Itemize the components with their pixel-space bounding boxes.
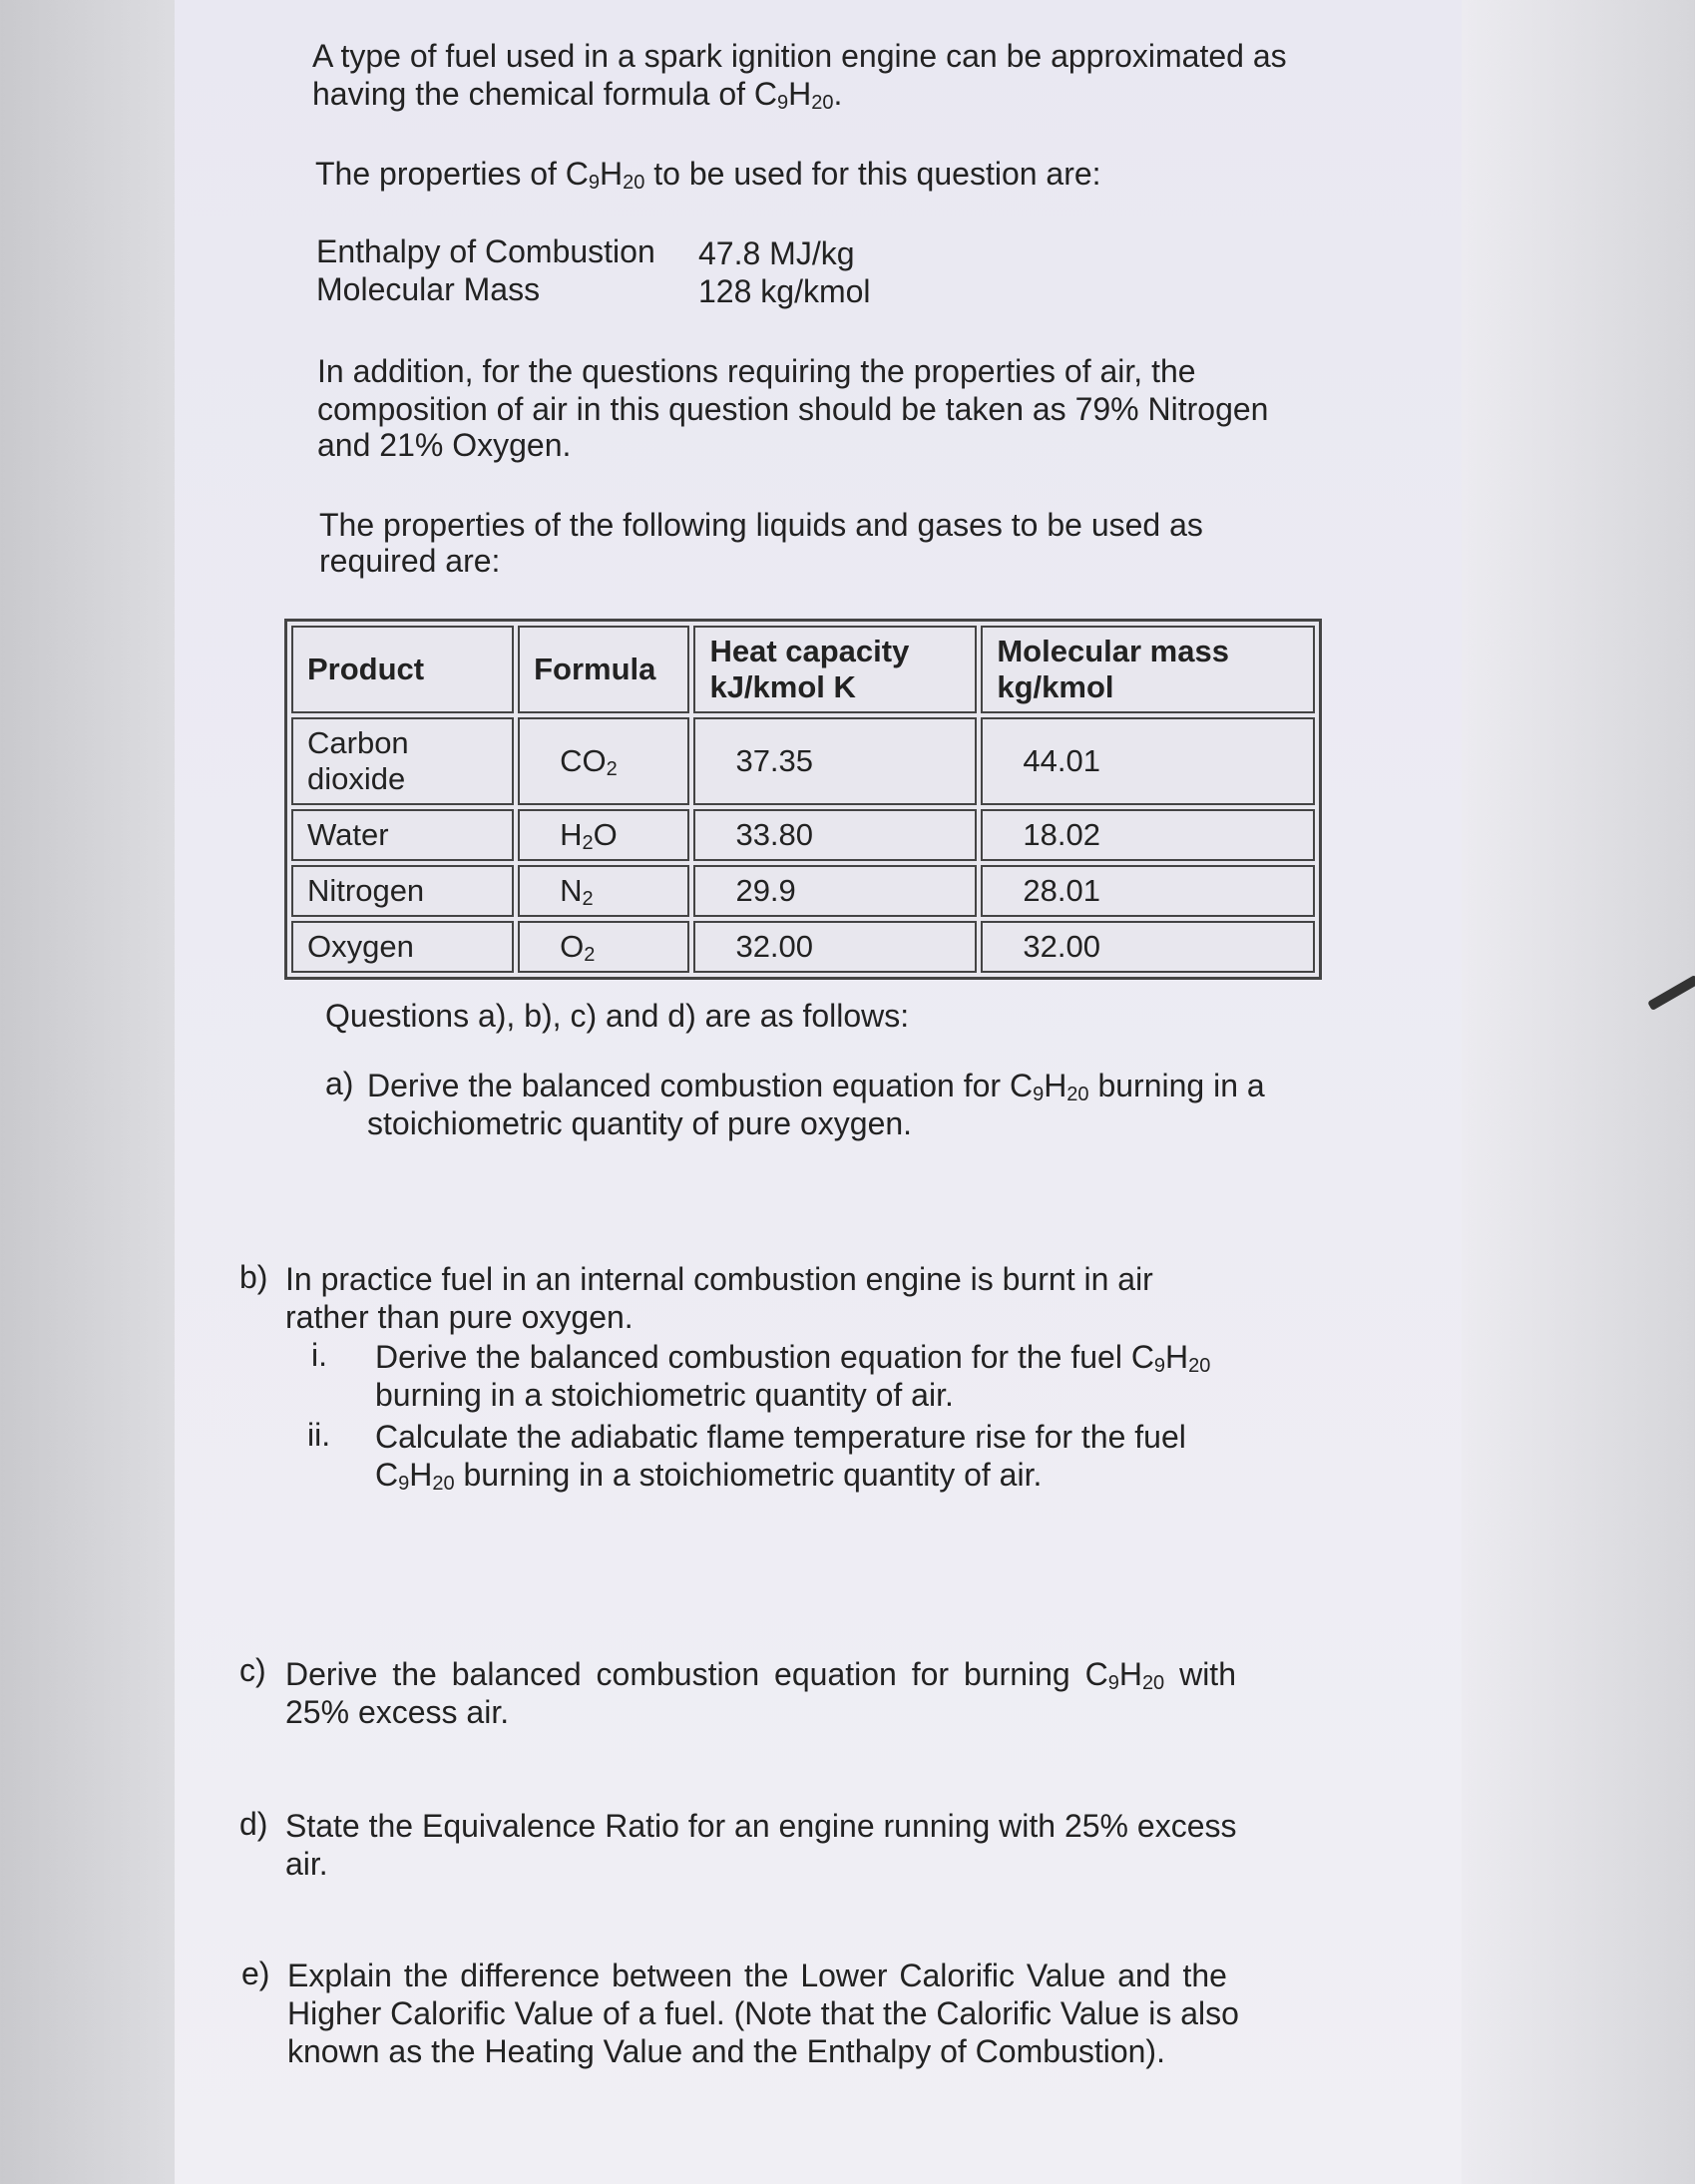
question-c-line-1: Derive the balanced combustion equation for burning $C_9H_{20}$ with xyxy=(285,1656,1236,1694)
question-b-ii-line-2: $C_9H_{20}$ burning in a stoichiometric quantity of air. xyxy=(375,1457,1043,1495)
table-row xyxy=(291,921,1315,973)
question-d-label: d) xyxy=(239,1806,268,1842)
question-a-label: a) xyxy=(325,1066,354,1101)
questions-intro: Questions a), b), c) and d) are as follows: xyxy=(325,998,910,1034)
cell-formula: $CO_2$ xyxy=(518,717,689,805)
air-line-3: and 21% Oxygen. xyxy=(317,427,572,463)
header-product: Product xyxy=(291,626,514,713)
question-e-line-1: Explain the difference between the Lower Calorific Value and the xyxy=(287,1958,1227,1993)
question-b-line-1: In practice fuel in an internal combustion engine is burnt in air xyxy=(285,1261,1153,1297)
molecular-mass-value: 128 kg/kmol xyxy=(698,273,871,309)
header-molecular-mass: Molecular mass kg/kmol xyxy=(981,626,1315,713)
question-b-label: b) xyxy=(239,1259,268,1295)
cell-formula: $N_2$ xyxy=(518,865,689,917)
table-row xyxy=(291,717,1315,805)
intro-line-1: A type of fuel used in a spark ignition engine can be approximated as xyxy=(312,38,1287,74)
properties-table xyxy=(284,619,1322,980)
question-d-line-2: air. xyxy=(285,1846,328,1882)
header-formula: Formula xyxy=(518,626,689,713)
question-e-line-2: Higher Calorific Value of a fuel. (Note that the Calorific Value is also xyxy=(287,1995,1239,2031)
question-e-line-3: known as the Heating Value and the Enthalpy of Combustion). xyxy=(287,2033,1165,2069)
question-d-line-1: State the Equivalence Ratio for an engine running with 25% excess xyxy=(285,1808,1237,1844)
intro-line-2: having the chemical formula of $C_9H_{20}$. xyxy=(312,76,843,114)
cell-mass: 18.02 xyxy=(981,809,1315,861)
air-line-1: In addition, for the questions requiring the properties of air, the xyxy=(317,353,1196,389)
cell-heat: 37.35 xyxy=(693,717,977,805)
cell-product: Oxygen xyxy=(291,921,514,973)
cell-product: Carbon dioxide xyxy=(291,717,514,805)
table-header-row xyxy=(291,626,1315,713)
question-b-i-line-2: burning in a stoichiometric quantity of air. xyxy=(375,1377,954,1413)
cell-heat: 32.00 xyxy=(693,921,977,973)
table-intro-line-2: required are: xyxy=(319,543,501,579)
question-c-line-2: 25% excess air. xyxy=(285,1694,510,1730)
enthalpy-value: 47.8 MJ/kg xyxy=(698,235,855,271)
table-row xyxy=(291,809,1315,861)
question-b-ii-line-1: Calculate the adiabatic flame temperature rise for the fuel xyxy=(375,1419,1186,1455)
table-intro-line-1: The properties of the following liquids and gases to be used as xyxy=(319,507,1203,543)
header-heat-capacity: Heat capacity kJ/kmol K xyxy=(693,626,977,713)
cell-product: Water xyxy=(291,809,514,861)
cell-mass: 32.00 xyxy=(981,921,1315,973)
air-line-2: composition of air in this question should be taken as 79% Nitrogen xyxy=(317,391,1269,427)
pen-cursor-icon xyxy=(1647,975,1695,1011)
molecular-mass-label: Molecular Mass xyxy=(316,271,541,307)
question-b-i-label: i. xyxy=(311,1337,327,1373)
question-a-line-1: Derive the balanced combustion equation for $C_9H_{20}$ burning in a xyxy=(367,1068,1265,1105)
cell-heat: 33.80 xyxy=(693,809,977,861)
cell-heat: 29.9 xyxy=(693,865,977,917)
table-row xyxy=(291,865,1315,917)
cell-mass: 28.01 xyxy=(981,865,1315,917)
question-b-i-line-1: Derive the balanced combustion equation for the fuel $C_9H_{20}$ xyxy=(375,1339,1211,1377)
enthalpy-label: Enthalpy of Combustion xyxy=(316,233,655,269)
question-c-label: c) xyxy=(239,1652,266,1688)
question-a-line-2: stoichiometric quantity of pure oxygen. xyxy=(367,1105,913,1141)
cell-product: Nitrogen xyxy=(291,865,514,917)
cell-mass: 44.01 xyxy=(981,717,1315,805)
question-b-line-2: rather than pure oxygen. xyxy=(285,1299,634,1335)
cell-formula: $O_2$ xyxy=(518,921,689,973)
cell-formula: $H_2O$ xyxy=(518,809,689,861)
question-e-label: e) xyxy=(241,1956,270,1991)
question-b-ii-label: ii. xyxy=(307,1417,331,1453)
properties-heading: The properties of $C_9H_{20}$ to be used for this question are: xyxy=(315,156,1101,194)
